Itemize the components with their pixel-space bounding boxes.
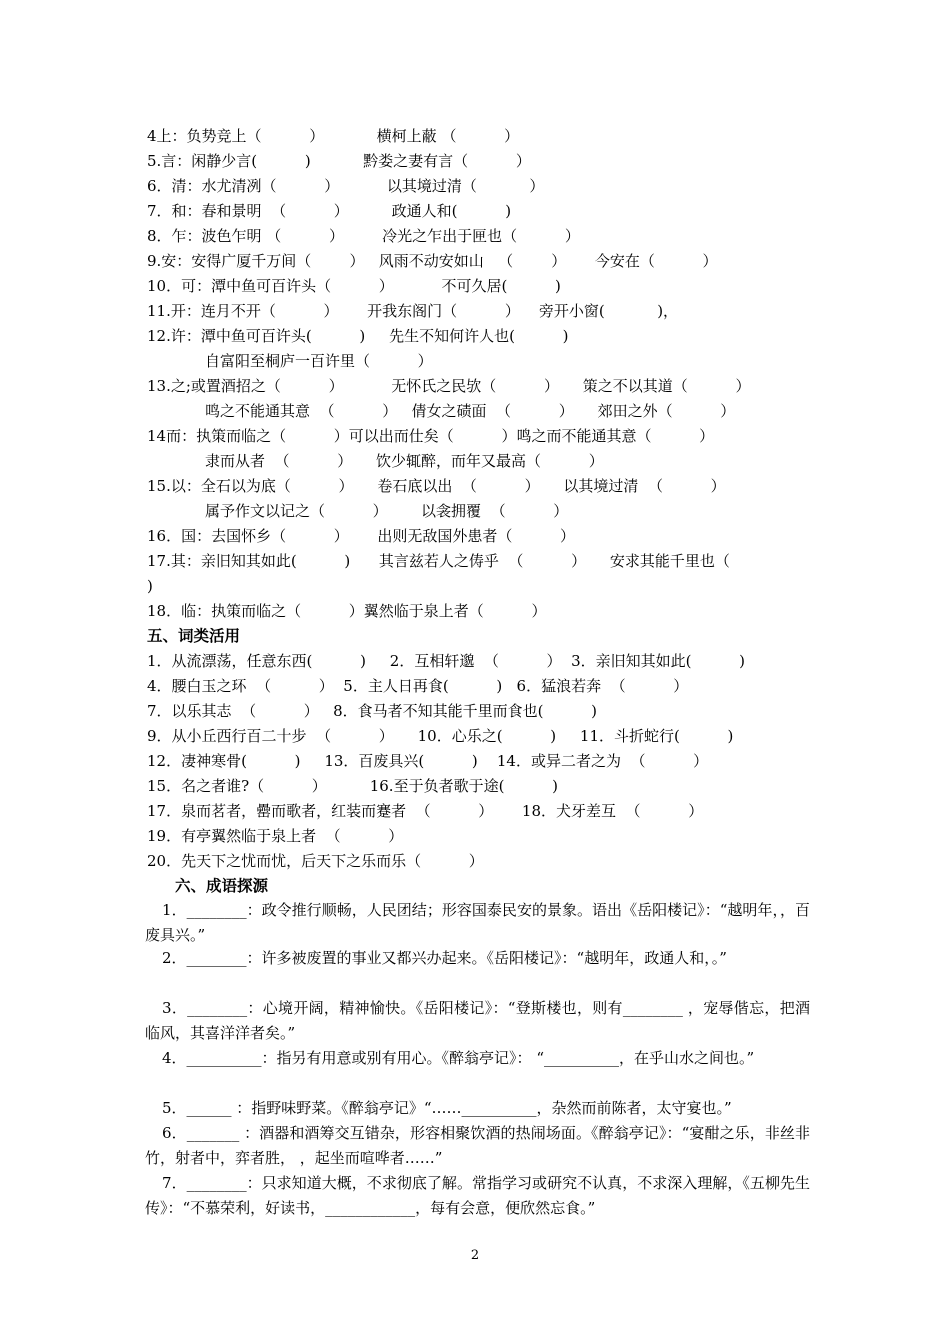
- polysemy-item: 9.安：安得广厦千万间（ ） 风雨不动安如山 （ ） 今安在（ ）: [147, 252, 718, 270]
- idiom-item: 5．______ ：指野味野菜。《醉翁亭记》“……__________，杂然而前陈者，太守宴也。”: [162, 1099, 732, 1117]
- polysemy-item: 16．国：去国怀乡（ ） 出则无敌国外患者（ ）: [147, 527, 576, 545]
- polysemy-item-continued: 自富阳至桐庐一百许里（ ）: [205, 352, 433, 370]
- page-number: 2: [470, 1248, 480, 1263]
- idiom-item: 2．________：许多被废置的事业又都兴办起来。《岳阳楼记》：“越明年，政通人和，。”: [162, 949, 727, 967]
- polysemy-item: 4上：负势竞上（ ） 横柯上蔽 （ ）: [147, 127, 520, 145]
- word-usage-item: 20．先天下之忧而忧，后天下之乐而乐（ ）: [147, 852, 484, 870]
- polysemy-item-continued: 鸣之不能通其意 （ ） 倩女之碛面 （ ） 郊田之外（ ）: [205, 402, 736, 420]
- word-usage-item: 19．有亭翼然临于泉上者 （ ）: [147, 827, 404, 845]
- word-usage-item: 15．名之者谁?（ ） 16.至于负者歌于途( ): [147, 777, 558, 795]
- idiom-item: 1．________：政令推行顺畅，人民团结；形容国泰民安的景象。语出《岳阳楼记》：“越明年，，百废具兴。”: [145, 901, 810, 944]
- section-heading: 五、词类活用: [147, 626, 241, 645]
- idiom-item: 3．________：心境开阔，精神愉快。《岳阳楼记》：“登斯楼也，则有________ ，宠辱偕忘，把酒临风，其喜洋洋者矣。”: [145, 999, 810, 1042]
- polysemy-item: 12.许：潭中鱼可百许头( ) 先生不知何许人也( ): [147, 327, 569, 345]
- polysemy-item-continued: 隶而从者 （ ） 饮少辄醉，而年又最高（ ）: [205, 452, 604, 470]
- polysemy-item-continued: 属予作文以记之（ ） 以衾拥覆 （ ）: [205, 502, 569, 520]
- section-heading: 六、成语探源: [175, 876, 269, 895]
- word-usage-item: 17．泉而茗者，罍而歌者，红装而蹇者 （ ） 18．犬牙差互 （ ）: [147, 802, 704, 820]
- polysemy-item: 18．临：执策而临之（ ）翼然临于泉上者（ ）: [147, 602, 547, 620]
- polysemy-item: 17.其：亲旧知其如此( ) 其言兹若人之俦乎 （ ） 安求其能千里也（: [147, 552, 730, 570]
- idiom-item: 6．_______ ：酒器和酒筹交互错杂，形容相聚饮酒的热闹场面。《醉翁亭记》：“宴酣之乐，非丝非竹，射者中，弈者胜， ，起坐而喧哗者……”: [145, 1124, 810, 1167]
- word-usage-item: 12．凄神寒骨( ) 13．百废具兴( ) 14．或异二者之为 （ ）: [147, 752, 709, 770]
- word-usage-item: 1．从流漂荡，任意东西( ) 2．互相轩邈 （ ） 3．亲旧知其如此( ): [147, 652, 745, 670]
- polysemy-item: 6．清：水尤清冽（ ） 以其境过清（ ）: [147, 177, 545, 195]
- polysemy-item: 8．乍：波色乍明 （ ） 冷光之乍出于匣也（ ）: [147, 227, 580, 245]
- polysemy-item: 11.开：连月不开（ ） 开我东阁门（ ） 旁开小窗( )，: [147, 302, 679, 320]
- word-usage-item: 4．腰白玉之环 （ ） 5．主人日再食( ) 6．猛浪若奔 （ ）: [147, 677, 689, 695]
- idiom-item: 7．________：只求知道大概，不求彻底了解。常指学习或研究不认真，不求深入理解，《五柳先生传》：“不慕荣利，好读书，____________，每有会意，便欣然忘食。”: [145, 1174, 810, 1217]
- word-usage-item: 9．从小丘西行百二十步 （ ） 10．心乐之( ) 11．斗折蛇行( ): [147, 727, 734, 745]
- polysemy-item: 14而：执策而临之（ ）可以出而仕矣（ ）鸣之而不能通其意（ ）: [147, 427, 715, 445]
- idiom-item: 4．__________：指另有用意或别有用心。《醉翁亭记》： “__________，在乎山水之间也。”: [162, 1049, 755, 1067]
- polysemy-item: 10．可：潭中鱼可百许头（ ） 不可久居( ): [147, 277, 561, 295]
- polysemy-item: 13.之;或置酒招之（ ） 无怀氏之民欤（ ） 策之不以其道（ ）: [147, 377, 751, 395]
- polysemy-item-continued: ): [147, 577, 153, 595]
- polysemy-item: 15.以：全石以为底（ ） 卷石底以出 （ ） 以其境过清 （ ）: [147, 477, 726, 495]
- polysemy-item: 7．和：春和景明 （ ） 政通人和( ): [147, 202, 512, 220]
- polysemy-item: 5.言：闲静少言( ) 黔娄之妻有言（ ）: [147, 152, 531, 170]
- word-usage-item: 7．以乐其志 （ ） 8．食马者不知其能千里而食也( ): [147, 702, 597, 720]
